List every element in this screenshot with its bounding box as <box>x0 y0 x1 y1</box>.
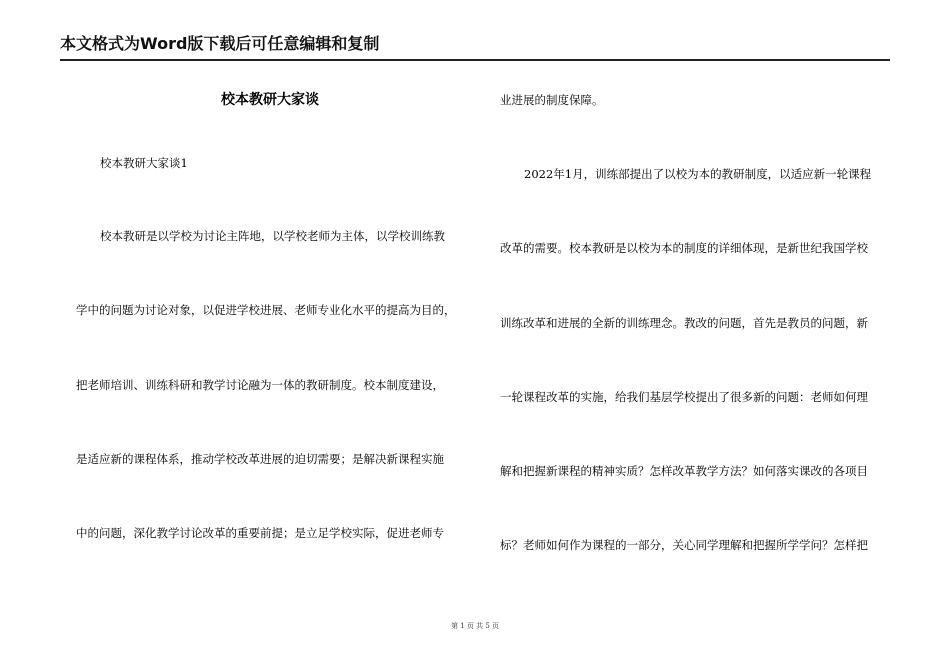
paragraph-line: 改革的需要。校本教研是以校为本的制度的详细体现，是新世纪我国学校 <box>500 241 868 255</box>
paragraph-line: 解和把握新课程的精神实质？怎样改革教学方法？如何落实课改的各项目 <box>500 464 868 478</box>
download-banner: 本文格式为Word版下载后可任意编辑和复制 <box>60 34 380 53</box>
banner-divider <box>60 59 890 61</box>
document-title: 校本教研大家谈 <box>221 92 319 108</box>
paragraph-line: 一轮课程改革的实施，给我们基层学校提出了很多新的问题：老师如何理 <box>500 390 868 404</box>
paragraph-line: 学中的问题为讨论对象，以促进学校进展、老师专业化水平的提高为目的， <box>76 303 456 317</box>
paragraph-line: 把老师培训、训练科研和教学讨论融为一体的教研制度。校本制度建设， <box>76 378 444 392</box>
paragraph-line: 中的问题，深化教学讨论改革的重要前提；是立足学校实际，促进老师专 <box>76 526 444 540</box>
paragraph-line: 校本教研是以学校为讨论主阵地，以学校老师为主体，以学校训练教 <box>100 229 445 243</box>
page-number: 第 1 页 共 5 页 <box>450 622 500 630</box>
paragraph-line: 2022年1月，训练部提出了以校为本的教研制度，以适应新一轮课程 <box>524 167 872 181</box>
paragraph-line: 校本教研大家谈1 <box>100 156 188 170</box>
paragraph-line: 是适应新的课程体系，推动学校改革进展的迫切需要；是解决新课程实施 <box>76 452 444 466</box>
paragraph-line: 训练改革和进展的全新的训练理念。教改的问题，首先是教员的问题，新 <box>500 316 868 330</box>
paragraph-line: 标？老师如何作为课程的一部分，关心同学理解和把握所学学问？怎样把 <box>500 538 868 552</box>
paragraph-line: 业进展的制度保障。 <box>500 93 604 107</box>
